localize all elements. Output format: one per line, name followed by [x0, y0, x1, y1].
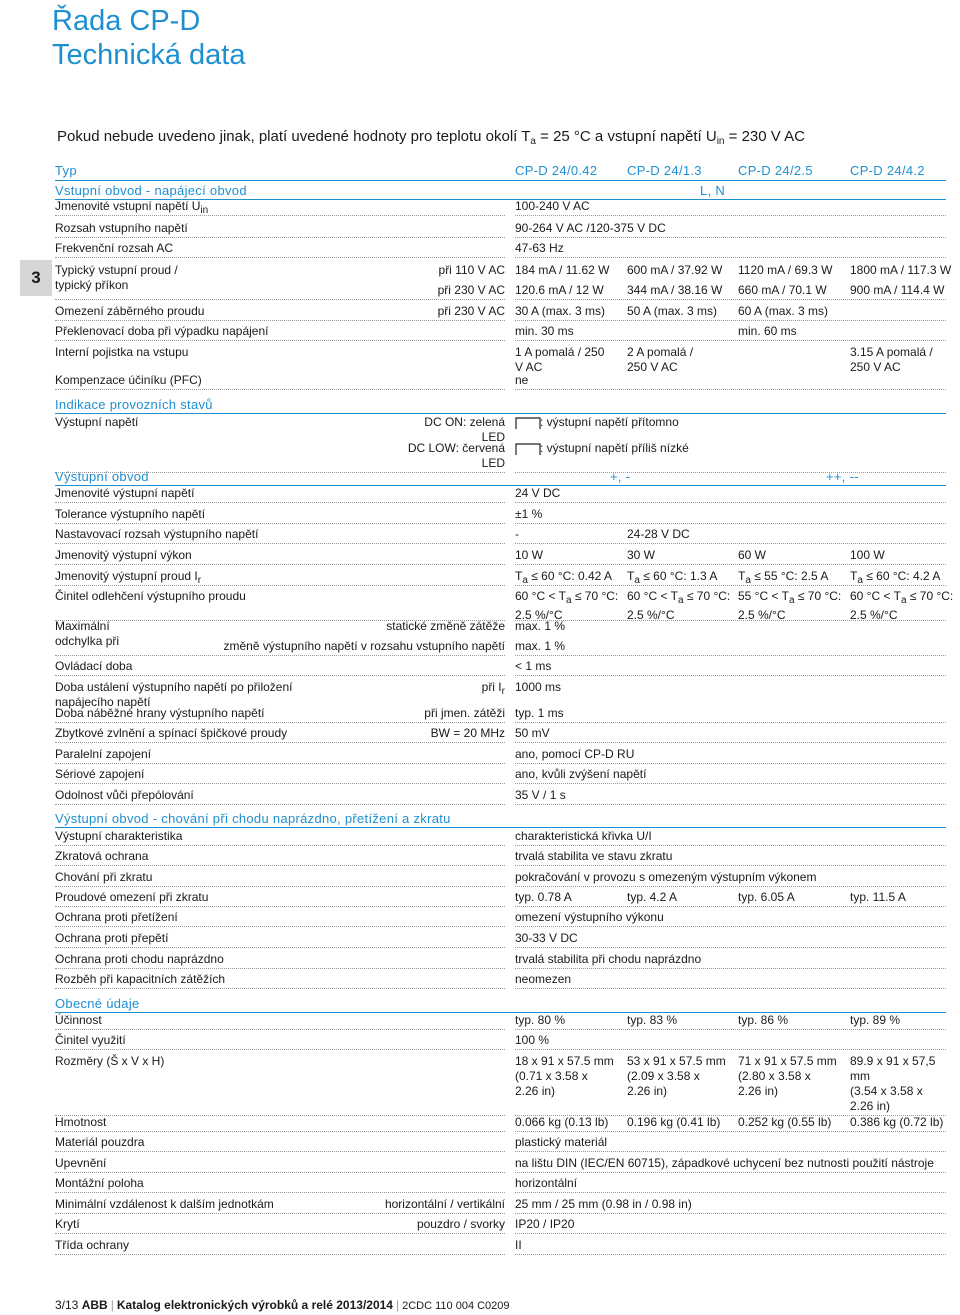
row-label: Třída ochrany: [55, 1238, 130, 1252]
row-value-col-3: 900 mA / 114.4 W: [850, 283, 945, 297]
row-value: max. 1 %: [515, 639, 566, 653]
section-title: Vstupní obvod - napájecí obvod: [55, 183, 247, 198]
row-divider: [515, 340, 946, 341]
row-divider: [55, 742, 505, 743]
row-condition: BW = 20 MHz: [430, 726, 505, 740]
row-value-col-0: 1 A pomalá / 250 V AC: [515, 345, 605, 374]
row-divider: [515, 906, 946, 907]
row-divider: [515, 389, 946, 390]
row-divider: [55, 1131, 505, 1132]
row-value-col-0: $T_a \le 60$ °C: 0.42 A: [515, 569, 613, 586]
intro-mid: = 25 °C a vstupní napětí U: [535, 128, 717, 145]
row-divider: [55, 389, 505, 390]
row-label: Nastavovací rozsah výstupního napětí: [55, 527, 259, 541]
row-value-col-3: 100 W: [850, 548, 885, 562]
row-label: Jmenovité vstupní napětí $U_{in}$: [55, 199, 209, 216]
row-divider: [515, 564, 946, 565]
led-indicator-icon: [515, 442, 543, 456]
row-value-col-0: typ. 80 %: [515, 1013, 566, 1027]
row-value-col-0: 18 x 91 x 57.5 mm (0.71 x 3.58 x 2.26 in): [515, 1054, 614, 1098]
row-label: Zbytkové zvlnění a spínací špičkové proudy: [55, 726, 288, 740]
row-value-col-0: 60 $^\circ C < T_a \le 70$ °C: 2.5 %/°C: [515, 589, 619, 622]
row-divider: [515, 1049, 946, 1050]
page-title-line-1: Řada CP-D: [52, 5, 201, 37]
row-divider: [55, 257, 505, 258]
row-value: IP20 / IP20: [515, 1217, 575, 1231]
row-label: Montážní poloha: [55, 1176, 144, 1190]
row-condition: při 110 V AC: [438, 263, 505, 277]
row-divider: [515, 502, 946, 503]
row-divider: [515, 865, 946, 866]
row-value: na lištu DIN (IEC/EN 60715), západkové uchycení bez nutnosti použití nástroje: [515, 1156, 934, 1170]
row-value: typ. 1 ms: [515, 706, 564, 720]
row-label: Sériové zapojení: [55, 767, 145, 781]
row-label: Interní pojistka na vstupu: [55, 345, 189, 359]
row-divider: [55, 340, 505, 341]
row-divider: [515, 543, 946, 544]
row-label: Rozměry (Š x V x H): [55, 1054, 165, 1068]
row-divider: [515, 1213, 946, 1214]
row-divider: [515, 1233, 946, 1234]
row-value: pokračování v provozu s omezeným výstupním výkonem: [515, 870, 817, 884]
row-divider: [515, 320, 946, 321]
row-divider: [515, 215, 946, 216]
row-label: Paralelní zapojení: [55, 747, 152, 761]
row-label: Doba náběžné hrany výstupního napětí: [55, 706, 265, 720]
row-label: Doba ustálení výstupního napětí po přiložení napájecího napětí: [55, 680, 293, 709]
row-divider: [515, 620, 946, 621]
row-value-col-0: 120.6 mA / 12 W: [515, 283, 604, 297]
intro-post: = 230 V AC: [724, 128, 805, 145]
footer: 3/13 ABB | Katalog elektronických výrobků a relé 2013/2014 | 2CDC 110 004 C0209: [55, 1298, 510, 1312]
row-value-col-2: 0.252 kg (0.55 lb): [738, 1115, 832, 1129]
row-value-col-3: 89.9 x 91 x 57,5 mm (3.54 x 3.58 x 2.26 in): [850, 1054, 936, 1113]
row-divider: [55, 845, 505, 846]
footer-page: 3/13: [55, 1298, 79, 1312]
row-label: Odolnost vůči přepólování: [55, 788, 194, 802]
row-condition: DC LOW: červená LED: [407, 441, 505, 470]
row-value: 50 mV: [515, 726, 550, 740]
row-value-col-0: 10 W: [515, 548, 544, 562]
row-divider: [55, 1172, 505, 1173]
row-divider: [55, 988, 505, 989]
row-condition: pouzdro / svorky: [416, 1217, 505, 1231]
row-label: Maximální odchylka při: [55, 619, 120, 648]
row-divider: [55, 722, 505, 723]
row-condition: DC ON: zelená LED: [424, 415, 505, 444]
row-value: II: [515, 1238, 522, 1252]
row-value-col-0: 0.066 kg (0.13 lb): [515, 1115, 609, 1129]
row-value-col-2: typ. 86 %: [738, 1013, 789, 1027]
section-title: Obecné údaje: [55, 996, 140, 1011]
row-label: Ochrana proti přepětí: [55, 931, 169, 945]
header-col-2: CP-D 24/2.5: [738, 163, 813, 178]
led-indicator-icon: [515, 416, 543, 430]
row-label: Proudové omezení při zkratu: [55, 890, 209, 904]
row-divider: [55, 886, 505, 887]
row-divider: [55, 543, 505, 544]
section-group-2: ++, --: [826, 469, 859, 484]
row-divider: [55, 585, 505, 586]
footer-brand: ABB: [81, 1298, 108, 1312]
row-divider: [515, 1172, 946, 1173]
row-label: Ochrana proti chodu naprázdno: [55, 952, 224, 966]
row-divider: [55, 675, 505, 676]
row-divider: [55, 299, 505, 300]
row-value: : výstupní napětí příliš nízké: [540, 441, 689, 455]
row-value: < 1 ms: [515, 659, 552, 673]
row-divider: [515, 1192, 946, 1193]
row-label: Materiál pouzdra: [55, 1135, 145, 1149]
row-label: Kompenzace účiníku (PFC): [55, 373, 202, 387]
row-value-col-1: typ. 83 %: [627, 1013, 678, 1027]
row-divider: [515, 655, 946, 656]
row-divider: [515, 722, 946, 723]
page-title-line-2: Technická data: [52, 39, 246, 71]
intro-sub-a: a: [530, 136, 536, 147]
row-divider: [55, 1233, 505, 1234]
row-label: Zkratová ochrana: [55, 849, 149, 863]
row-value-col-1: 600 mA / 37.92 W: [627, 263, 723, 277]
row-value: trvalá stabilita ve stavu zkratu: [515, 849, 673, 863]
row-value: 24 V DC: [515, 486, 561, 500]
row-value: ±1 %: [515, 507, 543, 521]
row-condition: při 230 V AC: [437, 304, 505, 318]
row-value: ano, pomocí CP-D RU: [515, 747, 635, 761]
row-value: max. 1 %: [515, 619, 566, 633]
row-value: neomezen: [515, 972, 572, 986]
row-divider: [55, 413, 946, 414]
row-label: Tolerance výstupního napětí: [55, 507, 206, 521]
row-value-col-2: 60 W: [738, 548, 767, 562]
row-divider: [55, 1192, 505, 1193]
section-group-1: +, -: [610, 469, 631, 484]
section-title: Indikace provozních stavů: [55, 397, 213, 412]
row-value-col-2: 1120 mA / 69.3 W: [738, 263, 833, 277]
row-value-col-1: 2 A pomalá / 250 V AC: [627, 345, 694, 374]
row-divider: [55, 763, 505, 764]
intro-sub-in: in: [716, 136, 725, 147]
row-divider: [55, 1029, 505, 1030]
row-value-col-1: $T_a \le 60$ °C: 1.3 A: [627, 569, 718, 586]
row-divider: [55, 1151, 505, 1152]
row-value-col-2: $T_a \le 55$ °C: 2.5 A: [738, 569, 829, 586]
row-divider: [515, 1151, 946, 1152]
row-divider: [515, 886, 946, 887]
row-value-col-3: 1800 mA / 117.3 W: [850, 263, 952, 277]
row-label: Jmenovitý výstupní proud $I_r$: [55, 569, 202, 586]
row-value-col-0: min. 30 ms: [515, 324, 574, 338]
row-divider: [55, 523, 505, 524]
row-value-col-0: -: [515, 527, 519, 541]
header-col-0: CP-D 24/0.42: [515, 163, 598, 178]
row-divider: [515, 299, 946, 300]
row-value: plastický materiál: [515, 1135, 608, 1149]
row-value-col-3: 3.15 A pomalá / 250 V AC: [850, 345, 933, 374]
row-divider: [515, 523, 946, 524]
row-value: 100 %: [515, 1033, 550, 1047]
row-value: 90-264 V AC /120-375 V DC: [515, 221, 666, 235]
row-label: Omezení záběrného proudu: [55, 304, 205, 318]
row-divider: [515, 1029, 946, 1030]
row-value-col-2: 60 A (max. 3 ms): [738, 304, 829, 318]
row-label: Účinnost: [55, 1013, 102, 1027]
row-divider: [55, 320, 505, 321]
row-label: Chování při zkratu: [55, 870, 153, 884]
row-divider: [55, 968, 505, 969]
row-divider: [515, 257, 946, 258]
row-divider: [55, 1213, 505, 1214]
row-divider: [515, 845, 946, 846]
row-divider: [55, 237, 505, 238]
row-label: Výstupní charakteristika: [55, 829, 183, 843]
row-value-col-2: 71 x 91 x 57.5 mm (2.80 x 3.58 x 2.26 in): [738, 1054, 837, 1098]
row-value: 35 V / 1 s: [515, 788, 566, 802]
row-value-col-3: typ. 89 %: [850, 1013, 901, 1027]
row-label: Hmotnost: [55, 1115, 107, 1129]
row-divider: [515, 988, 946, 989]
footer-code: 2CDC 110 004 C0209: [402, 1300, 510, 1312]
row-value-col-1: typ. 4.2 A: [627, 890, 678, 904]
row-label: Ochrana proti přetížení: [55, 910, 178, 924]
row-value: horizontální: [515, 1176, 578, 1190]
row-label: Překlenovací doba při výpadku napájení: [55, 324, 269, 338]
row-divider: [55, 215, 505, 216]
row-divider: [55, 865, 505, 866]
row-label: Jmenovité výstupní napětí: [55, 486, 195, 500]
row-divider: [55, 804, 505, 805]
row-value-col-1: 30 W: [627, 548, 656, 562]
row-value-col-1: 344 mA / 38.16 W: [627, 283, 723, 297]
row-value: omezení výstupního výkonu: [515, 910, 664, 924]
row-value-col-0: typ. 0.78 A: [515, 890, 572, 904]
row-divider: [515, 585, 946, 586]
row-label: Činitel využití: [55, 1033, 126, 1047]
row-condition: při 230 V AC: [437, 283, 505, 297]
row-label: Rozběh při kapacitních zátěžích: [55, 972, 226, 986]
row-label: Upevnění: [55, 1156, 107, 1170]
row-value-col-2: 660 mA / 70.1 W: [738, 283, 827, 297]
row-value-col-2: min. 60 ms: [738, 324, 797, 338]
row-divider: [55, 906, 505, 907]
row-divider: [55, 827, 946, 828]
row-divider: [55, 655, 505, 656]
header-label: Typ: [55, 163, 77, 178]
row-value-col-2: typ. 6.05 A: [738, 890, 795, 904]
footer-catalog: Katalog elektronických výrobků a relé 2013/2014: [116, 1298, 393, 1312]
row-label: Ovládací doba: [55, 659, 133, 673]
row-label: Činitel odlehčení výstupního proudu: [55, 589, 246, 603]
row-divider: [515, 675, 946, 676]
row-divider: [515, 237, 946, 238]
row-value-col-0: 30 A (max. 3 ms): [515, 304, 606, 318]
row-value-col-2: 55 $^\circ C < T_a \le 70$ °C: 2.5 %/°C: [738, 589, 842, 622]
row-divider: [55, 926, 505, 927]
row-divider: [515, 804, 946, 805]
row-value: ano, kvůli zvýšení napětí: [515, 767, 647, 781]
row-value-col-1: 53 x 91 x 57.5 mm (2.09 x 3.58 x 2.26 in): [627, 1054, 726, 1098]
row-condition: horizontální / vertikální: [384, 1197, 505, 1211]
row-value-col-1: 50 A (max. 3 ms): [627, 304, 718, 318]
row-label: Minimální vzdálenost k dalším jednotkám: [55, 1197, 274, 1211]
row-label: Typický vstupní proud / typický příkon: [55, 263, 178, 292]
row-divider: [55, 1254, 505, 1255]
row-value: : výstupní napětí přítomno: [540, 415, 679, 429]
row-value: charakteristická křivka U/I: [515, 829, 652, 843]
row-value: 100-240 V AC: [515, 199, 590, 213]
row-condition: statické změně zátěže: [386, 619, 505, 633]
row-divider: [55, 1049, 505, 1050]
row-value-col-1: 60 $^\circ C < T_a \le 70$ °C: 2.5 %/°C: [627, 589, 731, 622]
row-value: 1000 ms: [515, 680, 562, 694]
row-value-col-3: 0.386 kg (0.72 lb): [850, 1115, 944, 1129]
row-divider: [515, 1131, 946, 1132]
row-value: 47-63 Hz: [515, 241, 564, 255]
row-divider: [515, 763, 946, 764]
row-value-col-0: 184 mA / 11.62 W: [515, 263, 610, 277]
row-label: Frekvenční rozsah AC: [55, 241, 174, 255]
header-col-1: CP-D 24/1.3: [627, 163, 702, 178]
row-value-col-1: 24-28 V DC: [627, 527, 690, 541]
row-value-col-1: 0.196 kg (0.41 lb): [627, 1115, 721, 1129]
row-divider: [515, 742, 946, 743]
row-divider: [55, 564, 505, 565]
row-label: Krytí: [55, 1217, 80, 1231]
row-divider: [515, 1254, 946, 1255]
row-label: Rozsah vstupního napětí: [55, 221, 188, 235]
row-divider: [55, 180, 946, 181]
row-divider: [55, 502, 505, 503]
row-value-col-3: typ. 11.5 A: [850, 890, 906, 904]
header-col-3: CP-D 24/4.2: [850, 163, 925, 178]
row-divider: [515, 783, 946, 784]
row-value-col-3: $T_a \le 60$ °C: 4.2 A: [850, 569, 941, 586]
row-divider: [515, 926, 946, 927]
row-divider: [55, 947, 505, 948]
section-title: Výstupní obvod: [55, 469, 149, 484]
row-divider: [55, 783, 505, 784]
row-value-col-3: 60 $^\circ C < T_a \le 70$ °C: 2.5 %/°C: [850, 589, 954, 622]
row-divider: [515, 947, 946, 948]
row-divider: [515, 968, 946, 969]
row-value: trvalá stabilita při chodu naprázdno: [515, 952, 702, 966]
row-condition: při jmen. zátěži: [424, 706, 505, 720]
row-value: 30-33 V DC: [515, 931, 578, 945]
row-divider: [515, 472, 946, 473]
row-value: 25 mm / 25 mm (0.98 in / 0.98 in): [515, 1197, 692, 1211]
row-label: Výstupní napětí: [55, 415, 139, 429]
row-condition: při $I_r$: [481, 680, 505, 697]
chapter-tab: 3: [20, 260, 52, 296]
section-title: Výstupní obvod - chování při chodu naprázdno, přetížení a zkratu: [55, 811, 451, 826]
row-value: ne: [515, 373, 529, 387]
row-condition: změně výstupního napětí v rozsahu vstupního napětí: [223, 639, 505, 653]
intro-pre: Pokud nebude uvedeno jinak, platí uvedené hodnoty pro teplotu okolí T: [57, 128, 531, 145]
row-label: Jmenovitý výstupní výkon: [55, 548, 192, 562]
section-center: L, N: [700, 183, 726, 198]
